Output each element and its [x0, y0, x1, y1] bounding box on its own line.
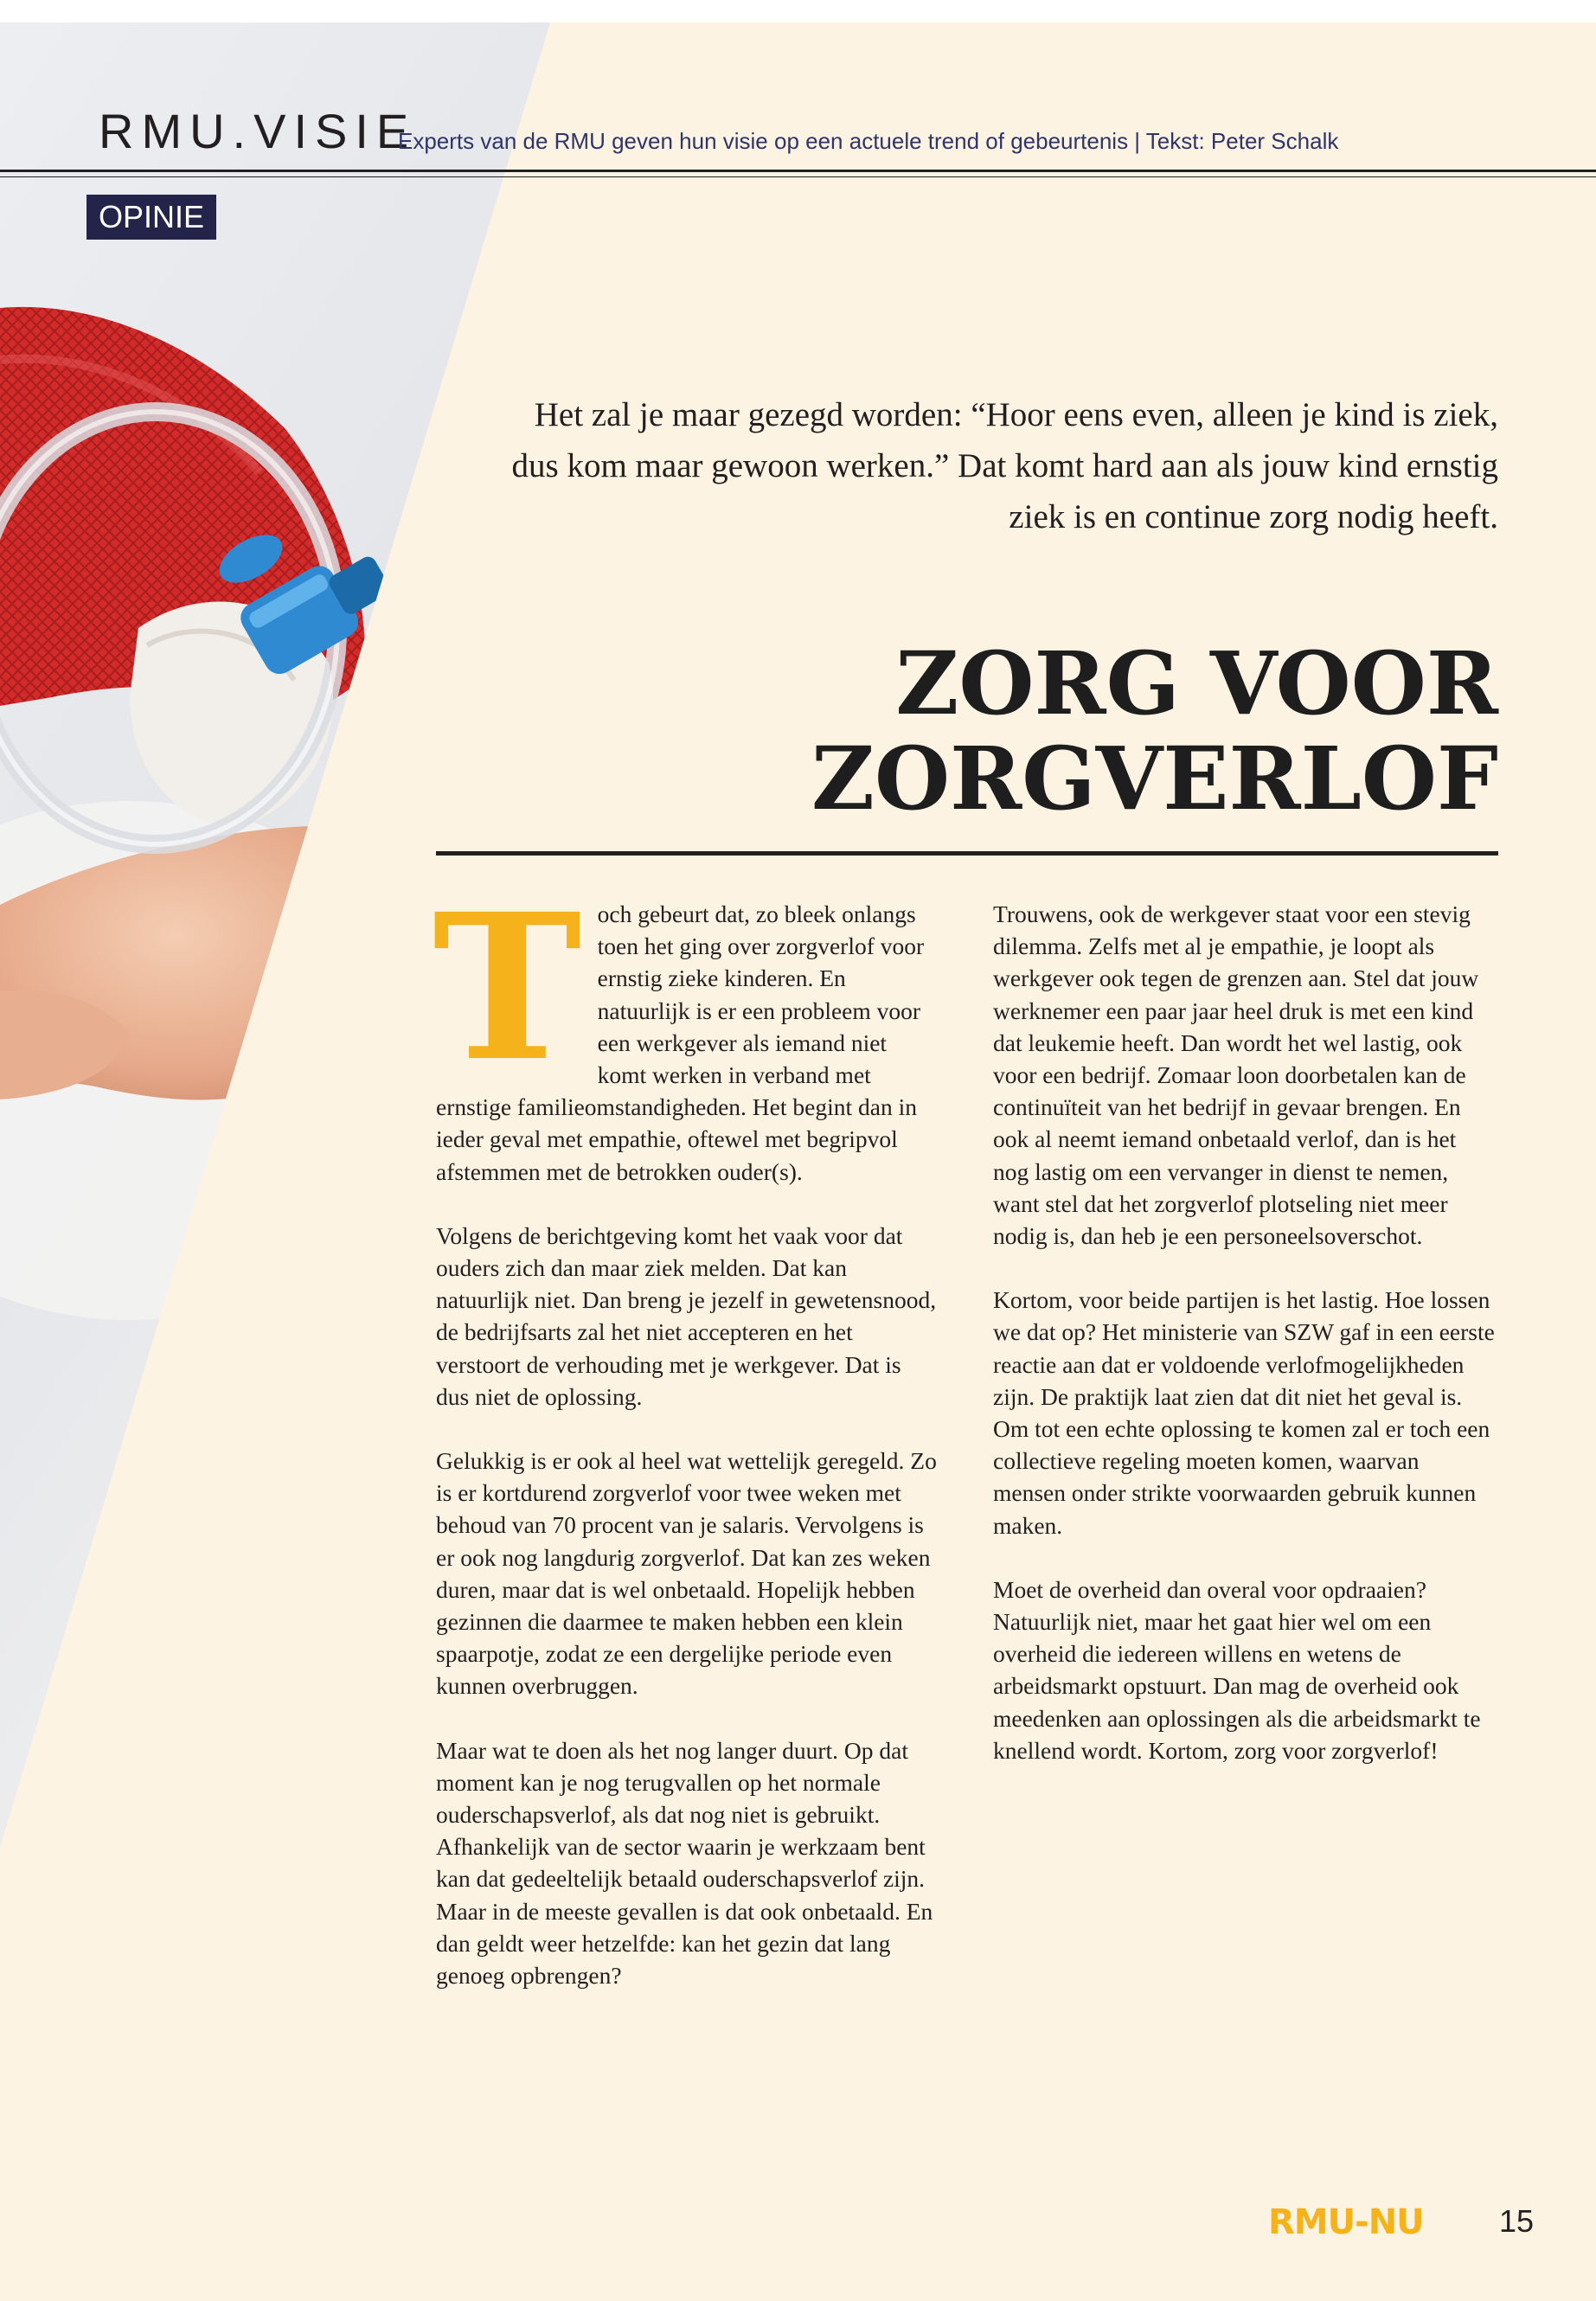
section-subtitle: Experts van de RMU geven hun visie op een actuele trend of gebeurtenis | Tekst: Peter Schalk — [398, 128, 1339, 154]
page-number: 15 — [1499, 2203, 1535, 2239]
dropcap: T — [433, 869, 582, 1106]
paragraph: Volgens de berichtgeving komt het vaak voor dat ouders zich dan maar ziek melden. Dat kan natuurlijk niet. Dan breng je jezelf in gewetensnood, de bedrijfsarts zal het niet accepteren en het verstoort de verhouding met je werkgever. Dat is dus niet de oplossing. — [436, 1221, 937, 1410]
paragraph: Kortom, voor beide partijen is het lastig. Hoe lossen we dat op? Het ministerie van SZW gaf in een eerste reactie aan dat er voldoende verlofmogelijkheden zijn. De praktijk laat zien dat dit niet het geval is. Om tot een echte oplossing te komen zal er toch een collectieve regeling moeten komen, waarvan mensen onder strikte voorwaarden gebruik kunnen maken. — [993, 1286, 1495, 1539]
paragraph: Moet de overheid dan overal voor opdraaien? Natuurlijk niet, maar het gaat hier wel om een overheid die iedereen willens en wetens de arbeidsmarkt opstuurt. Dan mag de overheid ook meedenken aan oplossingen als die arbeidsmarkt te knellend wordt. Kortom, zorg voor zorgverlof! — [993, 1575, 1481, 1764]
top-strip — [0, 0, 1596, 22]
intro-paragraph: Het zal je maar gezegd worden: “Hoor eens even, alleen je kind is ziek, dus kom maar gewoon werken.” Dat komt hard aan als jouw kind ernstig ziek is en continue zorg nodig heeft. — [511, 396, 1498, 535]
paragraph: Gelukkig is er ook al heel wat wettelijk geregeld. Zo is er kortdurend zorgverlof voor twee weken met behoud van 70 procent van je salaris. Vervolgens is er ook nog langdurig zorgverlof. Dat kan zes weken duren, maar dat is wel onbetaald. Hopelijk hebben gezinnen die daarmee te maken hebben een klein spaarpotje, zodat ze een dergelijke periode even kunnen overbruggen. — [436, 1447, 937, 1700]
header-rule — [0, 170, 1596, 172]
article-column-left — [433, 869, 939, 2023]
paragraph — [433, 869, 939, 1188]
rmu-nu-logo: RMU-NU — [1268, 2202, 1424, 2242]
title-rule — [436, 851, 1498, 856]
section-label: RMU.VISIE — [99, 104, 417, 158]
title-line-1: ZORG VOOR — [895, 632, 1498, 734]
paragraph: Maar wat te doen als het nog langer duurt. Op dat moment kan je nog terugvallen op het normale ouderschapsverlof, als dat nog niet is gebruikt. Afhankelijk van de sector waarin je werkzaam bent kan dat gedeeltelijk betaald ouderschapsverlof zijn. Maar in de meeste gevallen is dat ook onbetaald. En dan geldt weer hetzelfde: kan het gezin dat lang genoeg opbrengen? — [436, 1736, 933, 1990]
category-tag: OPINIE — [87, 195, 216, 240]
paragraph: Trouwens, ook de werkgever staat voor een stevig dilemma. Zelfs met al je empathie, je loopt als werkgever ook tegen de grenzen aan. Stel dat jouw werknemer een paar jaar heel druk is met een kind dat leukemie heeft. Dan wordt het wel lastig, ook voor een bedrijf. Zomaar loon doorbetalen kan de continuïteit van het bedrijf in gevaar brengen. En ook al neemt iemand onbetaald verlof, dan is het nog lastig om een vervanger in dienst te nemen, want stel dat het zorgverlof plotseling niet meer nodig is, dan heb je een personeelsoverschot. — [993, 901, 1479, 1250]
article-column-right — [993, 898, 1497, 1798]
title-line-2: ZORGVERLOF — [811, 727, 1498, 830]
paragraph-text: och gebeurt dat, zo bleek onlangs toen het ging over zorgverlof voor ernstig zieke kinderen. En natuurlijk is er een probleem voor een werkgever als iemand niet komt werken in verband met ernstige familieomstandigheden. Het begint dan in ieder geval met empathie, oftewel met begripvol afstemmen met de betrokken ouder(s). — [436, 901, 925, 1185]
header-rule-thin — [0, 176, 1596, 177]
article-title — [779, 632, 1498, 830]
